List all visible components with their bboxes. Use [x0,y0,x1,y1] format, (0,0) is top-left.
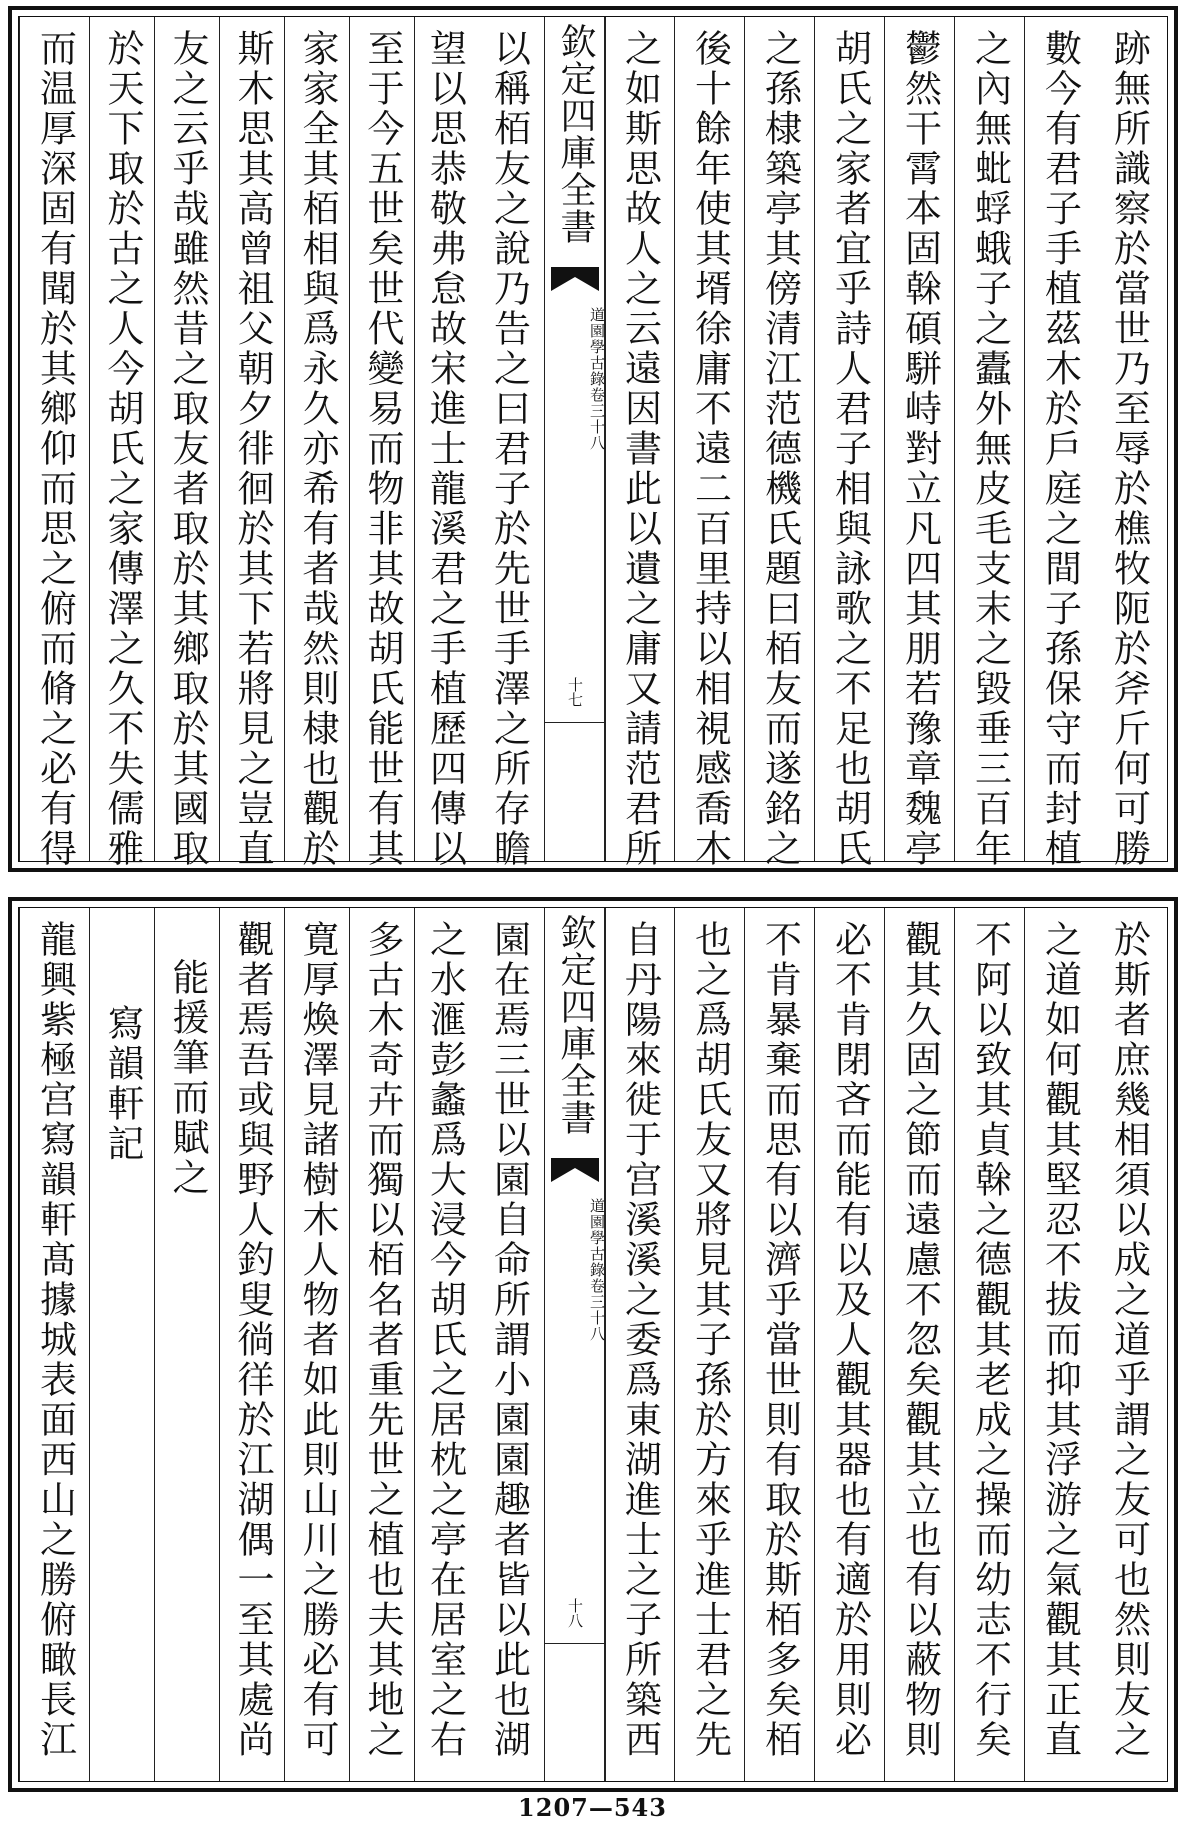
text-column [814,17,885,869]
text-line: 斯木思其高曾祖父朝夕徘徊於其下若將見之豈直 [231,29,274,869]
text-column [604,17,675,869]
text-column [474,908,544,1781]
book-info [545,307,605,451]
text-column [284,17,350,869]
page-bottom-frame [18,907,1168,1782]
essay-title: 寫韻軒記 [101,1004,144,1164]
book-info [545,1198,605,1342]
text-column [604,908,675,1781]
page-bottom [8,897,1178,1792]
text-line: 必不肯閉吝而能有以及人觀其器也有適於用則必 [828,920,872,1760]
text-line: 不肯暴棄而思有以濟乎當世則有取於斯栢多矣栢 [758,920,802,1760]
text-line: 跡無所識察於當世乃至辱於樵牧阨於斧斤何可勝 [1107,29,1151,869]
fishtail-mark-top [551,1158,599,1182]
text-column [1094,908,1164,1781]
text-column [414,908,475,1781]
page-number: 十八 [566,1598,584,1628]
text-column [89,908,155,1781]
fold-line-bottom [545,1643,605,1644]
text-line: 自丹陽來徙于宫溪溪之委爲東湖進士之子所築西 [618,920,662,1760]
page-footer-number: 1207—543 [518,1793,667,1822]
text-line: 望以思恭敬弗怠故宋進士龍溪君之手植歷四傳以 [423,29,467,869]
text-line: 以稱栢友之說乃告之曰君子於先世手澤之所存瞻 [487,29,531,869]
text-column [814,908,885,1781]
text-column [674,908,745,1781]
text-column [154,17,220,869]
text-column [674,17,745,869]
text-line: 於斯者庶幾相須以成之道乎謂之友可也然則友之 [1107,920,1151,1760]
text-line: 友之云乎哉雖然昔之取友者取於其鄉取於其國取 [166,29,209,869]
text-line: 龍興紫極宫寫韻軒髙據城表面西山之勝俯瞰長江 [33,920,77,1760]
volume-number: 卷三十八 [588,387,606,451]
text-line: 多古木奇卉而獨以栢名者重先世之植也夫其地之 [361,920,404,1760]
text-line: 而温厚深固有聞於其鄉仰而思之俯而脩之必有得 [33,29,77,869]
text-column [744,17,815,869]
text-line: 數今有君子手植茲木於戶庭之間子孫保守而封植 [1038,29,1082,869]
text-line: 於天下取於古之人今胡氏之家傳澤之久不失儒雅 [101,29,144,869]
text-column [474,17,544,869]
fishtail-mark-top [551,267,599,291]
text-line: 之孫棣築亭其傍清江范德機氏題曰栢友而遂銘之 [758,29,802,869]
text-column [154,908,220,1781]
text-column [219,908,285,1781]
text-column [1024,908,1095,1781]
text-column [884,17,955,869]
text-line: 鬱然干霄本固榦碩駢峙對立凡四其朋若豫章魏亭 [898,29,942,869]
text-column [744,908,815,1781]
volume-number: 卷三十八 [588,1278,606,1342]
text-line: 觀者焉吾或與野人釣叟徜徉於江湖偶一至其處尚 [231,920,274,1760]
text-column [954,908,1025,1781]
collection-title: 欽定四庫全書 [555,23,596,245]
text-line: 觀其久固之節而遠慮不忽矣觀其立也有以蔽物則 [898,920,942,1760]
text-line: 後十餘年使其壻徐庸不遠二百里持以相視感喬木 [688,29,732,869]
text-column [19,908,90,1781]
text-line: 之內無蚍蜉蛾子之蠹外無皮毛支末之毀垂三百年 [968,29,1012,869]
page-number: 十七 [566,677,584,707]
text-column [414,17,475,869]
text-column [219,17,285,869]
text-line: 也之爲胡氏友又將見其子孫於方來乎進士君之先 [688,920,732,1760]
book-title: 道園學古錄 [588,1198,606,1278]
page-top-frame [18,16,1168,869]
text-line: 之如斯思故人之云遠因書此以遺之庸又請范君所 [618,29,662,869]
text-column [89,17,155,869]
text-line: 不阿以致其貞榦之德觀其老成之操而幼志不行矣 [968,920,1012,1760]
collection-title: 欽定四庫全書 [555,914,596,1136]
book-title: 道園學古錄 [588,307,606,387]
text-line: 園在焉三世以園自命所謂小園園趣者皆以此也湖 [487,920,531,1760]
text-column [19,17,90,869]
text-line: 之道如何觀其堅忍不拔而抑其浮游之氣觀其正直 [1038,920,1082,1760]
text-column [284,908,350,1781]
text-column [1024,17,1095,869]
center-fold-header [544,908,606,1781]
text-line: 之水滙彭蠡爲大浸今胡氏之居枕之亭在居室之右 [423,920,467,1760]
text-column [349,17,415,869]
page-top [8,6,1178,872]
text-line: 胡氏之家者宜乎詩人君子相與詠歌之不足也胡氏 [828,29,872,869]
text-line: 至于今五世矣世代變易而物非其故胡氏能世有其 [361,29,404,869]
text-column [954,17,1025,869]
text-line: 家家全其栢相與爲永久亦希有者哉然則棣也觀於 [296,29,339,869]
center-fold-header [544,17,606,861]
text-column [884,908,955,1781]
text-column [1094,17,1164,869]
text-line: 寛厚煥澤見諸樹木人物者如此則山川之勝必有可 [296,920,339,1760]
text-column [349,908,415,1781]
text-line: 能援筆而賦之 [166,958,209,1198]
fold-line-bottom [545,722,605,723]
